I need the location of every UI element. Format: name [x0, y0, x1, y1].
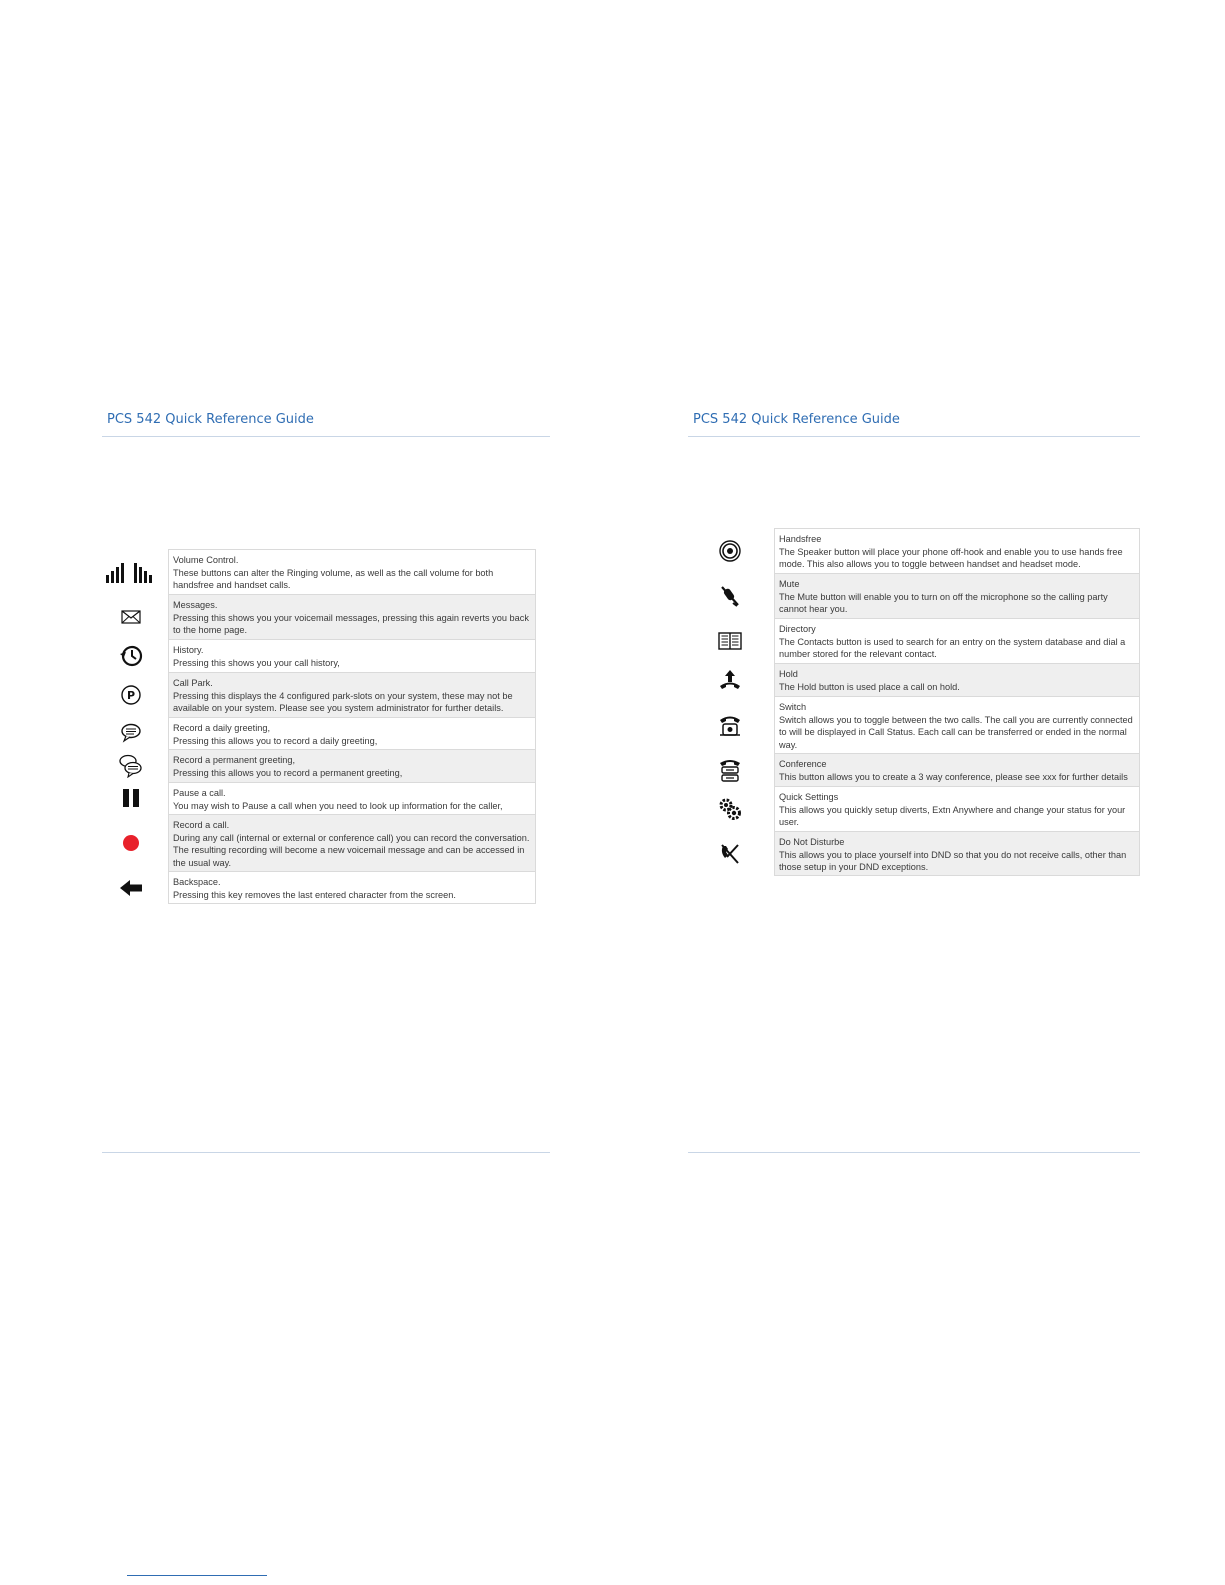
row-title: Pause a call.: [173, 788, 226, 798]
pause-icon: [94, 782, 168, 814]
row-title: Record a call.: [173, 820, 230, 830]
row-title: Messages.: [173, 600, 218, 610]
gears-icon: [686, 786, 774, 831]
footer-link-underline: [127, 1575, 267, 1576]
row-description: The Mute button will enable you to turn on off the microphone so the calling party cannot hear you.: [779, 591, 1108, 614]
left-page-header: PCS 542 Quick Reference Guide: [107, 412, 314, 427]
conference-phone-icon: [686, 753, 774, 786]
row-title: Do Not Disturbe: [779, 837, 845, 847]
table-row: [94, 594, 536, 639]
row-description: Pressing this allows you to record a permanent greeting,: [173, 767, 403, 778]
record-dot-icon: [94, 814, 168, 871]
row-description: Switch allows you to toggle between the two calls. The call you are currently connected to will be displayed in Call Status. Each call can be transferred or ended in the normal way.: [779, 714, 1133, 750]
table-row: [686, 696, 1140, 753]
row-title: Record a permanent greeting,: [173, 755, 296, 765]
row-description: This allows you to place yourself into DND so that you do not receive calls, other than those setup in your DND exceptions.: [779, 849, 1127, 872]
row-description: This button allows you to create a 3 way conference, please see xxx for further details: [779, 771, 1128, 782]
left-reference-table: [94, 549, 536, 905]
row-description: You may wish to Pause a call when you need to look up information for the caller,: [173, 800, 503, 811]
row-title: Mute: [779, 579, 800, 589]
left-footer-rule: [102, 1152, 550, 1153]
dnd-icon: [686, 831, 774, 876]
row-description: The Contacts button is used to search for an entry on the system database and dial a number stored for the relevant contact.: [779, 636, 1126, 659]
double-speech-bubble-icon: [94, 749, 168, 782]
envelope-icon: [94, 594, 168, 639]
right-reference-table: [686, 528, 1140, 877]
row-description: This allows you quickly setup diverts, Extn Anywhere and change your status for your user.: [779, 804, 1126, 827]
backspace-arrow-icon: [94, 871, 168, 904]
table-row: [686, 618, 1140, 663]
right-footer-rule: [688, 1152, 1140, 1153]
table-row: [686, 786, 1140, 831]
table-row: [686, 573, 1140, 618]
row-title: Record a daily greeting,: [173, 723, 271, 733]
speaker-icon: [686, 528, 774, 573]
row-title: Conference: [779, 759, 827, 769]
row-title: Volume Control.: [173, 555, 239, 565]
row-description: The Hold button is used place a call on hold.: [779, 681, 960, 692]
switch-phone-icon: [686, 696, 774, 753]
row-description: These buttons can alter the Ringing volume, as well as the call volume for both handsfree and handset calls.: [173, 567, 494, 590]
left-header-rule: [102, 436, 550, 437]
row-description: Pressing this shows you your voicemail messages, pressing this again reverts you back to the home page.: [173, 612, 529, 635]
row-description: The Speaker button will place your phone off-hook and enable you to use hands free mode. This also allows you to toggle between handset and headset mode.: [779, 546, 1123, 569]
row-title: Directory: [779, 624, 816, 634]
row-title: Hold: [779, 669, 798, 679]
hold-phone-icon: [686, 663, 774, 696]
row-description: Pressing this allows you to record a daily greeting,: [173, 735, 378, 746]
book-icon: [686, 618, 774, 663]
row-title: Switch: [779, 702, 807, 712]
row-title: History.: [173, 645, 204, 655]
row-description: During any call (internal or external or conference call) you can record the conversation. The resulting recording will become a new voicemail message and can be accessed in the usual way.: [173, 832, 530, 868]
right-page-header: PCS 542 Quick Reference Guide: [693, 412, 900, 427]
table-row: [686, 831, 1140, 876]
table-row: [94, 672, 536, 717]
table-row: [686, 753, 1140, 786]
speech-bubble-icon: [94, 717, 168, 749]
right-header-rule: [688, 436, 1140, 437]
history-clock-icon: [94, 639, 168, 672]
row-title: Call Park.: [173, 678, 213, 688]
table-row: [94, 717, 536, 749]
svg-text:P: P: [126, 688, 136, 702]
table-row: [94, 749, 536, 782]
table-row: [94, 549, 536, 594]
table-row: [94, 814, 536, 871]
table-row: [94, 639, 536, 672]
row-description: Pressing this key removes the last entered character from the screen.: [173, 889, 456, 900]
row-description: Pressing this shows you your call history,: [173, 657, 340, 668]
park-p-icon: [94, 672, 168, 717]
table-row: [686, 663, 1140, 696]
table-row: [94, 871, 536, 904]
volume-bars-icon: [94, 549, 168, 594]
row-description: Pressing this displays the 4 configured park-slots on your system, these may not be available on your system. Please see you system administrator for further details.: [173, 690, 513, 713]
row-title: Backspace.: [173, 877, 221, 887]
mute-microphone-icon: [686, 573, 774, 618]
row-title: Handsfree: [779, 534, 822, 544]
row-title: Quick Settings: [779, 792, 839, 802]
table-row: [686, 528, 1140, 573]
table-row: [94, 782, 536, 814]
